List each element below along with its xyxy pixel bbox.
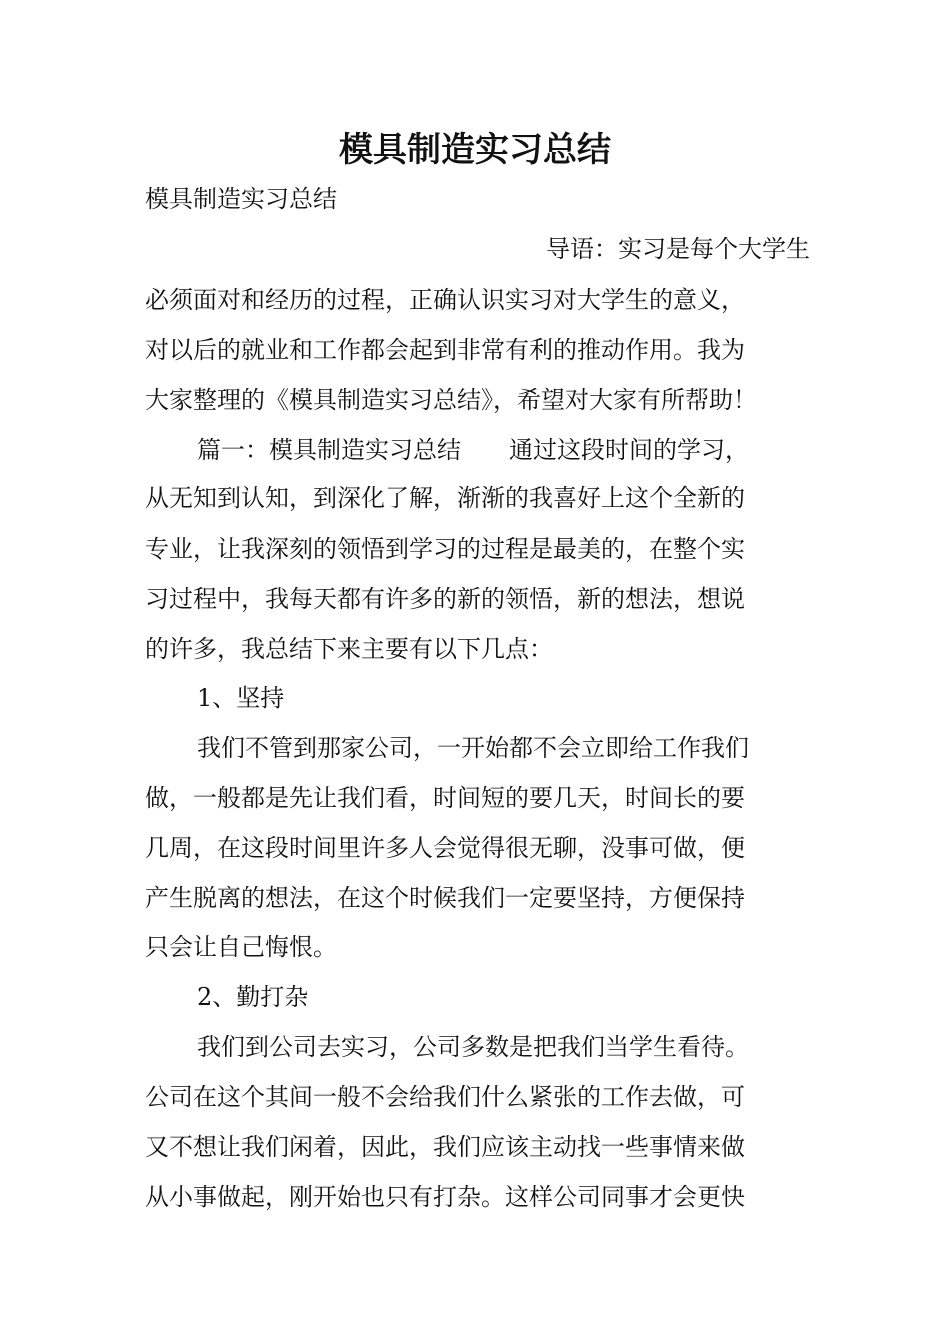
paragraph-line: 对以后的就业和工作都会起到非常有利的推动作用。我为 [145, 336, 745, 364]
paragraph-line: 的许多，我总结下来主要有以下几点： [145, 635, 553, 663]
paragraph-line: 必须面对和经历的过程，正确认识实习对大学生的意义， [145, 286, 745, 314]
paragraph-line: 习过程中，我每天都有许多的新的领悟，新的想法，想说 [145, 585, 745, 613]
subtitle-line: 模具制造实习总结 [145, 185, 337, 213]
document-title: 模具制造实习总结 [339, 130, 611, 170]
paragraph-line: 从小事做起，刚开始也只有打杂。这样公司同事才会更快 [145, 1183, 745, 1211]
section-heading: 2、勤打杂 [197, 983, 309, 1011]
paragraph-line: 公司在这个其间一般不会给我们什么紧张的工作去做，可 [145, 1083, 745, 1111]
intro-line: 导语：实习是每个大学生 [546, 235, 810, 263]
paragraph-line: 又不想让我们闲着，因此，我们应该主动找一些事情来做 [145, 1133, 745, 1161]
paragraph-line: 做，一般都是先让我们看，时间短的要几天，时间长的要 [145, 784, 745, 812]
paragraph-line: 从无知到认知，到深化了解，渐渐的我喜好上这个全新的 [145, 484, 745, 512]
paragraph-line: 几周，在这段时间里许多人会觉得很无聊，没事可做，便 [145, 834, 745, 862]
paragraph-line: 大家整理的《模具制造实习总结》，希望对大家有所帮助！ [145, 386, 757, 414]
paragraph-line: 篇一：模具制造实习总结 通过这段时间的学习， [197, 436, 749, 464]
paragraph-line: 我们不管到那家公司，一开始都不会立即给工作我们 [197, 734, 749, 762]
paragraph-line: 只会让自己悔恨。 [145, 933, 337, 961]
paragraph-line: 我们到公司去实习，公司多数是把我们当学生看待。 [197, 1033, 749, 1061]
section-heading: 1、坚持 [197, 684, 285, 712]
paragraph-line: 产生脱离的想法，在这个时候我们一定要坚持，方便保持 [145, 884, 745, 912]
paragraph-line: 专业，让我深刻的领悟到学习的过程是最美的，在整个实 [145, 535, 745, 563]
